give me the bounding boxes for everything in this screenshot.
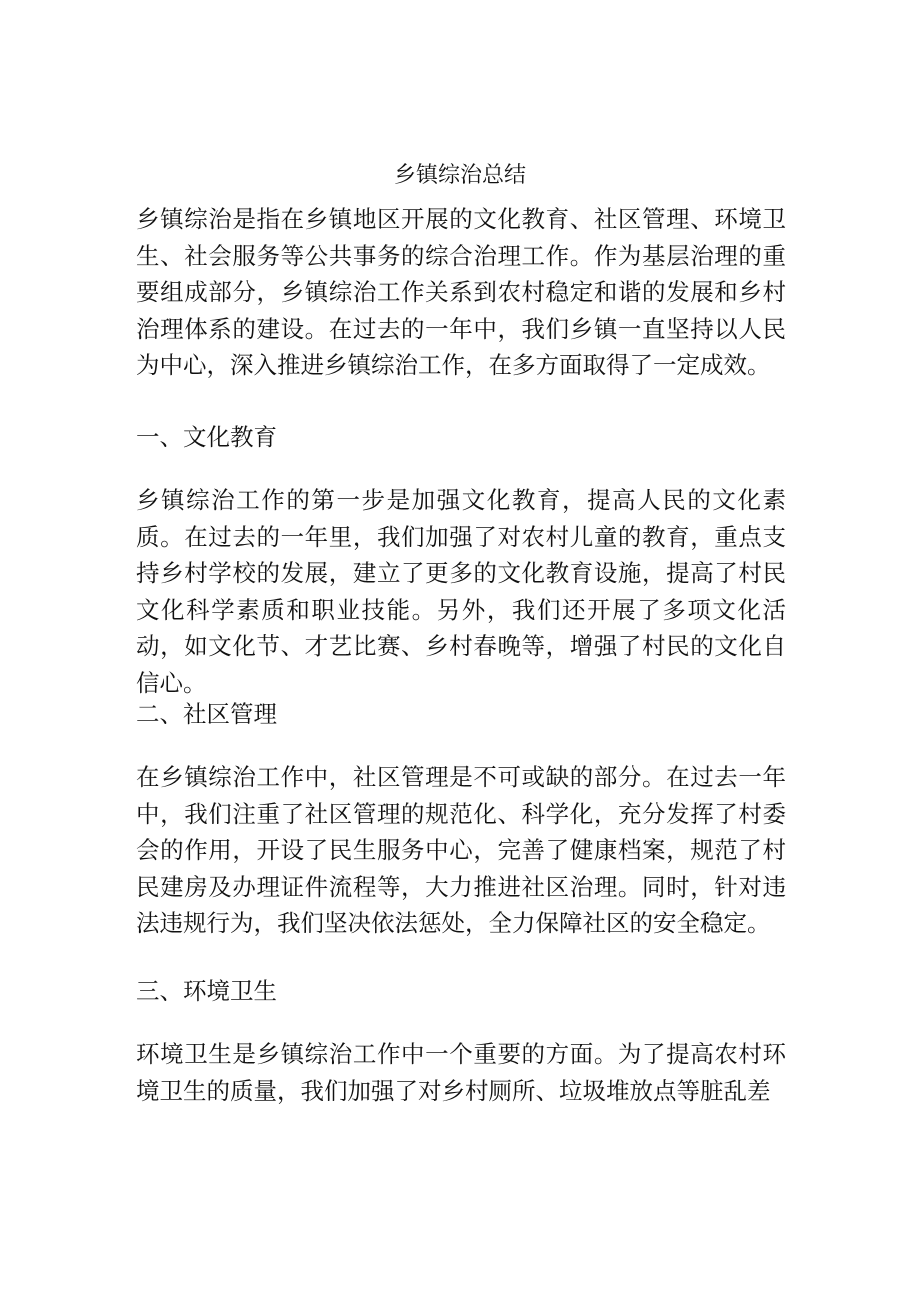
document-title: 乡镇综治总结 [393,163,526,188]
section-heading-environmental-sanitation: 三、环境卫生 [136,977,277,1005]
section-body-community-management: 在乡镇综治工作中，社区管理是不可或缺的部分。在过去一年中，我们注重了社区管理的规范化、科学化，充分发挥了村委会的作用，开设了民生服务中心，完善了健康档案，规范了村民建房及办理证件流程等，大力推进社区治理。同时，针对违法违规行为，我们坚决依法惩处，全力保障社区的安全稳定。 [136,763,786,938]
section-heading-culture-education: 一、文化教育 [136,423,277,451]
section-body-environmental-sanitation: 环境卫生是乡镇综治工作中一个重要的方面。为了提高农村环境卫生的质量，我们加强了对乡村厕所、垃圾堆放点等脏乱差 [136,1040,786,1105]
section-heading-community-management: 二、社区管理 [136,700,277,728]
intro-paragraph: 乡镇综治是指在乡镇地区开展的文化教育、社区管理、环境卫生、社会服务等公共事务的综合治理工作。作为基层治理的重要组成部分，乡镇综治工作关系到农村稳定和谐的发展和乡村治理体系的建设。在过去的一年中，我们乡镇一直坚持以人民为中心，深入推进乡镇综治工作，在多方面取得了一定成效。 [136,205,786,380]
section-body-culture-education: 乡镇综治工作的第一步是加强文化教育，提高人民的文化素质。在过去的一年里，我们加强了对农村儿童的教育，重点支持乡村学校的发展，建立了更多的文化教育设施，提高了村民文化科学素质和职业技能。另外，我们还开展了多项文化活动，如文化节、才艺比赛、乡村春晚等，增强了村民的文化自信心。 [136,486,786,697]
